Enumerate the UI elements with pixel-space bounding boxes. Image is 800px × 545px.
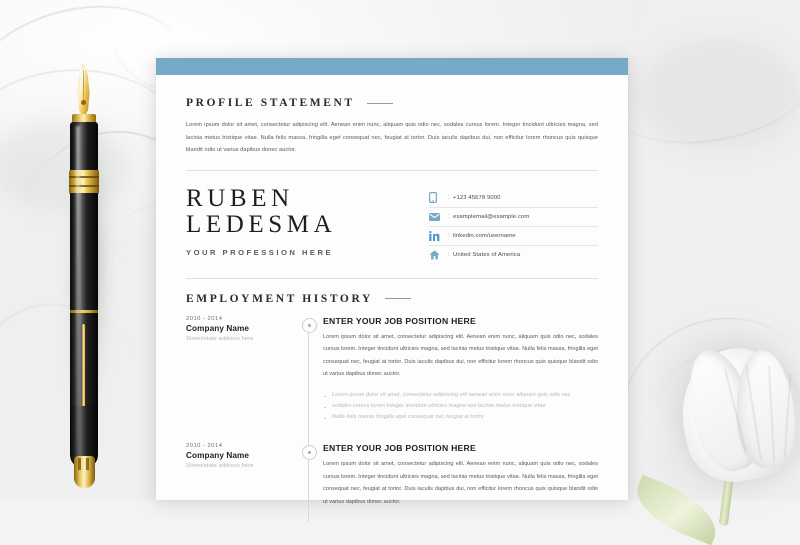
- job-description: Lorem ipsum dolor sit amet, consectetur adipiscing elit. Aenean enim nunc, aliquam quis odio nec, sodales cursus lorem. Integer tincidunt ultricies magna, sed lacinia metus tristique vitae. Nulla felis massa, fringilla eget consequat nec, feugiat at tortor. Duis iaculis dapibus dui, non efficitur lorem rhoncus quis quisque blandit odio ut varius dapibus donec auctor.: [323, 333, 598, 378]
- employment-history-header: [186, 293, 598, 305]
- white-tulip: [606, 324, 800, 514]
- contact-row-phone[interactable]: [429, 189, 598, 208]
- contact-separator: :: [447, 232, 450, 239]
- timeline-marker-icon: [302, 318, 317, 333]
- pen-cap-ring: [70, 310, 98, 313]
- list-item: sodales cursus lorem Integer tincidunt ultricies magna sed lacinia metus tristique vitae: [323, 401, 598, 412]
- contact-separator: :: [447, 213, 450, 220]
- job-description: Lorem ipsum dolor sit amet, consectetur adipiscing elit. Aenean enim nunc, aliquam quis odio nec, sodales cursus lorem. Integer tincidunt ultricies magna, sed lacinia metus tristique vitae. Nulla felis massa, fringilla eget consequat nec, feugiat at tortor. Duis iaculis dapibus dui, non efficitur lorem rhoncus quis quisque blandit odio ut varius dapibus donec auctor.: [323, 461, 598, 505]
- profile-statement-body: Lorem ipsum dolor sit amet, consectetur adipiscing elit. Aenean enim nunc, aliquam quis odio nec, sodales cursus lorem. Integer tincidunt ultricies magna, sed lacinia metus tristique vitae. Nulla felis massa, fringilla eget consequat nec, feugiat at tortor. Duis iaculis dapibus dui, non efficitur lorem rhoncus quis quisque blandit odio ut varius dapibus donec auctor.: [186, 122, 598, 154]
- linkedin-icon: [429, 231, 444, 241]
- job-meta: [186, 443, 295, 508]
- linkedin-value: linkedin.com/username: [453, 232, 516, 239]
- profession-title: YOUR PROFESSION HERE: [186, 248, 334, 258]
- job-bullet-list: [323, 390, 598, 423]
- job-entry: [186, 316, 598, 423]
- section-rule: [367, 103, 393, 104]
- contact-separator: :: [447, 251, 450, 258]
- timeline-line: [308, 417, 309, 522]
- pen-cap-notch: [78, 458, 81, 470]
- identity-section: [186, 186, 598, 264]
- job-address: Street/state address here: [186, 463, 254, 470]
- first-name: RUBEN: [186, 184, 294, 212]
- marble-shade: [640, 40, 800, 150]
- accent-header-bar: [156, 58, 628, 75]
- timeline-rail: [295, 316, 323, 423]
- job-entry: [186, 443, 598, 508]
- job-address: Street/state address here: [186, 335, 254, 342]
- pen-highlight: [76, 126, 80, 456]
- name-block: [186, 186, 429, 264]
- pen-section: [70, 122, 98, 172]
- pen-band-groove: [69, 185, 99, 187]
- home-icon: [429, 250, 444, 260]
- timeline-rail: [295, 443, 323, 508]
- contact-row-location[interactable]: [429, 246, 598, 264]
- divider: [186, 170, 598, 171]
- pen-cap-notch: [86, 458, 89, 470]
- envelope-icon: [429, 213, 444, 221]
- timeline-marker-icon: [302, 445, 317, 460]
- resume-page: [156, 58, 628, 505]
- job-position: ENTER YOUR JOB POSITION HERE: [323, 315, 476, 326]
- job-meta: [186, 316, 295, 423]
- phone-value: +123 45678 9000: [453, 194, 501, 201]
- list-item: Nulla felis massa fringilla eget consequat nec feugiat at tortor: [323, 412, 598, 423]
- job-details: [323, 316, 598, 423]
- job-details: [323, 443, 598, 508]
- employment-history-title: EMPLOYMENT HISTORY: [186, 292, 373, 305]
- contact-row-linkedin[interactable]: [429, 227, 598, 246]
- contact-row-email[interactable]: [429, 208, 598, 227]
- list-item: Lorem ipsum dolor sit amet, consectetur adipiscing elit aenean enim nunc aliquam quis odio nec: [323, 390, 598, 401]
- section-rule: [385, 298, 411, 299]
- fountain-pen: [56, 8, 112, 494]
- contact-list: [429, 186, 598, 264]
- last-name: LEDESMA: [186, 211, 337, 239]
- pen-center-band: [69, 170, 99, 194]
- email-value: examplemail@example.com: [453, 213, 530, 220]
- profile-statement-header: [186, 97, 598, 109]
- pen-band-groove: [69, 176, 99, 178]
- profile-statement-title: PROFILE STATEMENT: [186, 97, 355, 109]
- job-date: 2010 - 2014: [186, 315, 223, 322]
- location-value: United States of America: [453, 251, 521, 258]
- divider: [186, 278, 598, 279]
- contact-separator: :: [447, 194, 450, 201]
- job-date: 2010 - 2014: [186, 443, 223, 450]
- job-company: Company Name: [186, 451, 250, 461]
- job-position: ENTER YOUR JOB POSITION HERE: [323, 443, 476, 454]
- job-company: Company Name: [186, 323, 250, 333]
- phone-icon: [429, 192, 444, 203]
